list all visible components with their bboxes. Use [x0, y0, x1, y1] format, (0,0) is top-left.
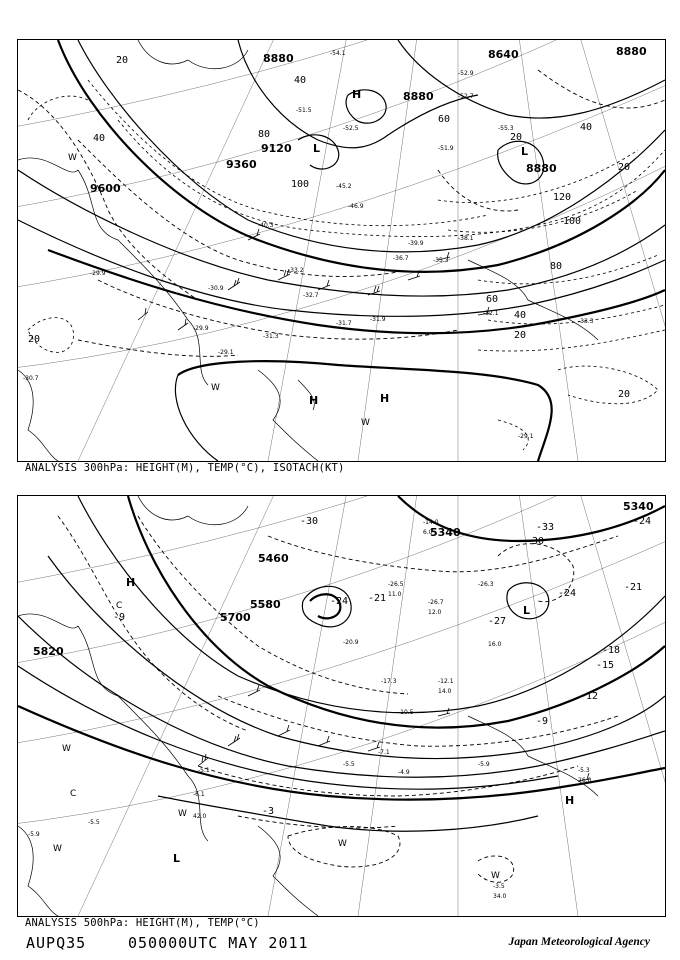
low-symbol: L: [523, 604, 531, 617]
valid-time: 050000UTC MAY 2011: [128, 934, 309, 952]
height-label: 5580: [250, 598, 281, 611]
temp-label: -21: [624, 582, 643, 593]
warm-symbol: W: [62, 744, 71, 754]
temp-label: -24: [558, 588, 577, 599]
agency-name: Japan Meteorological Agency: [508, 936, 650, 948]
obs-value: -5.5: [88, 819, 100, 826]
temp-label: -29.1: [518, 433, 534, 440]
obs-value: -3.5: [493, 883, 505, 890]
temp-label: -36.7: [393, 255, 409, 262]
chart-identifier: AUPQ35: [26, 934, 87, 952]
temp-label: -30.9: [208, 285, 224, 292]
height-label: 8880: [403, 90, 434, 103]
temp-label: -52.5: [343, 125, 359, 132]
height-label: 5460: [258, 552, 289, 565]
high-symbol: H: [309, 394, 319, 407]
temperature-labels: [23, 50, 594, 440]
height-label: 9600: [90, 182, 121, 195]
isotach-label: 40: [514, 310, 527, 321]
isotach-label: 60: [438, 114, 451, 125]
warm-symbol: W: [211, 383, 220, 393]
coastlines: [18, 496, 598, 916]
isotach-label: 100: [563, 216, 582, 227]
temp-label: -30: [300, 516, 319, 527]
temp-label: -12: [580, 691, 599, 702]
height-label: 5820: [33, 645, 64, 658]
temp-label: -45.2: [336, 183, 352, 190]
isotach-label: 20: [618, 162, 631, 173]
map-500hpa-svg: [18, 496, 665, 916]
obs-value: -14.0: [423, 519, 439, 526]
height-label: 9120: [261, 142, 292, 155]
temp-label: -54.1: [330, 50, 346, 57]
warm-symbol: W: [338, 839, 347, 849]
obs-value: -26.7: [428, 599, 444, 606]
isotach-label: 20: [618, 389, 631, 400]
obs-value: -17.3: [381, 678, 397, 685]
cold-symbol: C: [70, 789, 77, 799]
height-label: 8880: [263, 52, 294, 65]
temp-label: -52.9: [458, 70, 474, 77]
temp-label: -30: [526, 536, 545, 547]
temp-label: -24: [330, 596, 349, 607]
height-label: 8880: [616, 45, 647, 58]
obs-value: 26.0: [578, 777, 592, 784]
temp-label: -24: [633, 516, 652, 527]
obs-value: 11.0: [388, 591, 402, 598]
caption-500hpa: ANALYSIS 500hPa: HEIGHT(M), TEMP(°C): [25, 917, 260, 929]
obs-value: -26.5: [388, 581, 404, 588]
obs-value: 14.0: [438, 688, 452, 695]
observation-values: [28, 519, 592, 900]
warm-symbol: W: [68, 153, 77, 163]
temp-label: -35.3: [433, 257, 449, 264]
temp-label: -29.9: [193, 325, 209, 332]
height-label: 5700: [220, 611, 251, 624]
isotach-labels: [28, 55, 630, 400]
isotach-label: 80: [258, 129, 271, 140]
height-label: 8880: [526, 162, 557, 175]
temp-label: -40.3: [258, 222, 274, 229]
temp-label: -46.9: [348, 203, 364, 210]
low-symbol: L: [313, 142, 321, 155]
obs-value: -4.9: [398, 769, 410, 776]
high-symbol: H: [126, 576, 136, 589]
height-label: 9360: [226, 158, 257, 171]
temp-label: -52.7: [458, 93, 474, 100]
temp-label: -31.9: [370, 316, 386, 323]
obs-value: -5.1: [198, 767, 210, 774]
wind-barbs: [198, 685, 590, 781]
obs-value: -10.5: [398, 709, 414, 716]
analysis-500hpa-map: [17, 495, 666, 917]
isotach-label: 20: [28, 334, 41, 345]
temp-label: -15: [596, 660, 615, 671]
temp-label: -31.3: [263, 333, 279, 340]
obs-value: -12.1: [438, 678, 454, 685]
obs-value: -6.1: [193, 791, 205, 798]
isotach-label: 60: [486, 294, 499, 305]
height-label: 5340: [430, 526, 461, 539]
isotach-label: 20: [510, 132, 523, 143]
temp-label: -51.9: [438, 145, 454, 152]
obs-value: 42.0: [193, 813, 207, 820]
obs-value: 6.0: [423, 529, 433, 536]
temp-label: -31.7: [336, 320, 352, 327]
isotach-label: 40: [294, 75, 307, 86]
height-label: 5340: [623, 500, 654, 513]
isotherms: [58, 516, 621, 882]
obs-value: -7.1: [378, 749, 390, 756]
warm-symbol: W: [53, 844, 62, 854]
isotach-label: 20: [514, 330, 527, 341]
height-labels: [90, 45, 647, 195]
warm-symbol: W: [361, 418, 370, 428]
obs-value: 12.0: [428, 609, 442, 616]
temp-label: -27: [488, 616, 507, 627]
temp-label: -39.9: [408, 240, 424, 247]
obs-value: 16.0: [488, 641, 502, 648]
obs-value: -5.5: [343, 761, 355, 768]
caption-300hpa: ANALYSIS 300hPa: HEIGHT(M), TEMP(°C), ISOTACH(KT): [25, 462, 345, 474]
obs-value: -26.3: [478, 581, 494, 588]
isotach-label: 20: [116, 55, 129, 66]
height-contours: [18, 40, 665, 461]
isotherms: [18, 70, 665, 356]
cold-symbol: C: [116, 601, 123, 611]
temp-label: -29.1: [218, 349, 234, 356]
obs-value: -20.9: [343, 639, 359, 646]
temp-label: -9: [113, 612, 126, 623]
temp-label: -55.3: [498, 125, 514, 132]
temp-label: -3: [262, 806, 275, 817]
low-symbol: L: [521, 145, 529, 158]
temp-label: -9: [536, 716, 549, 727]
obs-value: -5.9: [28, 831, 40, 838]
temp-label: -38.1: [458, 235, 474, 242]
high-symbol: H: [352, 88, 362, 101]
isotach-label: 120: [553, 192, 572, 203]
coastlines: [18, 40, 598, 461]
temp-label: -32.7: [303, 292, 319, 299]
isotach-label: 40: [93, 133, 106, 144]
obs-value: -5.3: [578, 767, 590, 774]
high-symbol: H: [565, 794, 575, 807]
analysis-300hpa-map: [17, 39, 666, 462]
high-symbol: H: [380, 392, 390, 405]
isotach-label: 40: [580, 122, 593, 133]
isotach-label: 100: [291, 179, 310, 190]
warm-symbol: W: [491, 871, 500, 881]
temp-label: -51.5: [296, 107, 312, 114]
isotach-label: 80: [550, 261, 563, 272]
temp-label: -29.9: [90, 270, 106, 277]
height-contours: [18, 496, 665, 831]
temp-label: -18: [602, 645, 621, 656]
temp-label: -33.3: [578, 318, 594, 325]
obs-value: 34.0: [493, 893, 507, 900]
map-300hpa-svg: [18, 40, 665, 461]
temp-label: -30.7: [23, 375, 39, 382]
height-label: 8640: [488, 48, 519, 61]
temp-label: -33.2: [288, 267, 304, 274]
temp-label: -21: [368, 593, 387, 604]
system-symbols: [68, 88, 528, 428]
temp-label: -32.1: [483, 310, 499, 317]
obs-value: -5.9: [478, 761, 490, 768]
low-symbol: L: [173, 852, 181, 865]
warm-symbol: W: [178, 809, 187, 819]
temp-label: -33: [536, 522, 555, 533]
graticule: [18, 40, 665, 461]
